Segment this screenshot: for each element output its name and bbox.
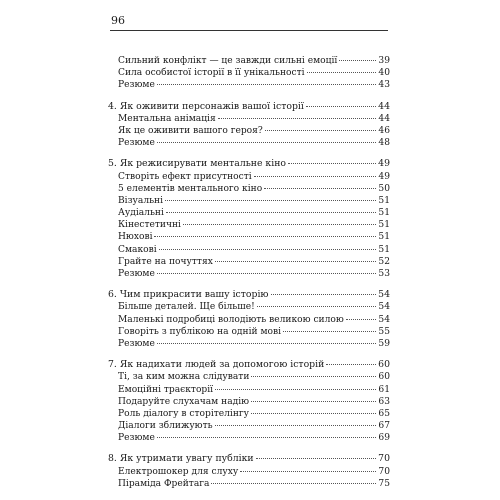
toc-entry-page: 40 xyxy=(378,68,390,79)
toc-chapter-entry[interactable] xyxy=(108,101,390,113)
dot-leader xyxy=(307,72,376,73)
toc-entry-title: Маленькі подробиці володіють великою силою xyxy=(118,314,344,325)
dot-leader xyxy=(215,425,376,426)
toc-entry-page: 48 xyxy=(378,138,390,149)
toc-sub-entry[interactable] xyxy=(108,79,390,91)
toc-entry-title: Смакові xyxy=(118,244,157,255)
dot-leader xyxy=(271,294,376,295)
dot-leader xyxy=(256,458,376,459)
toc-entry-page: 50 xyxy=(378,183,390,194)
dot-leader xyxy=(283,331,376,332)
toc-entry-title: Створіть ефект присутності xyxy=(118,171,252,182)
toc-chapter-entry[interactable] xyxy=(108,453,390,465)
toc-entry-title: Електрошокер для слуху xyxy=(118,466,239,477)
toc-entry-page: 65 xyxy=(378,408,390,419)
toc-sub-entry[interactable] xyxy=(108,171,390,183)
toc-entry-page: 53 xyxy=(378,269,390,279)
toc-entry-title: Сила особистої історії в її унікальності xyxy=(118,68,305,79)
toc-sub-entry[interactable] xyxy=(108,195,390,207)
toc-entry-title: 4. Як оживити персонажів вашої історії xyxy=(108,100,304,112)
toc-entry-title: Подаруйте слухачам надію xyxy=(118,396,250,407)
dot-leader xyxy=(251,401,376,402)
section-gap xyxy=(108,149,390,158)
toc-entry-title: Резюме xyxy=(118,269,155,279)
toc-entry-page: 54 xyxy=(378,314,390,325)
toc-sub-entry[interactable] xyxy=(108,466,390,478)
toc-sub-entry[interactable] xyxy=(108,432,390,444)
dot-leader xyxy=(339,60,376,61)
toc-entry-title: Піраміда Фрейтага xyxy=(118,478,210,489)
toc-entry-title: Діалоги зближують xyxy=(118,421,213,432)
toc-entry-title: Візуальні xyxy=(118,195,164,206)
dot-leader xyxy=(288,163,376,164)
toc-entry-title: Ті, за ким можна слідувати xyxy=(118,372,250,383)
toc-entry-page: 49 xyxy=(378,158,390,170)
toc-sub-entry[interactable] xyxy=(108,384,390,396)
toc-chapter-entry[interactable] xyxy=(108,359,390,371)
toc-entry-title: Кінестетичні xyxy=(118,220,181,231)
dot-leader xyxy=(218,118,376,119)
toc-sub-entry[interactable] xyxy=(108,408,390,420)
toc-entry-page: 43 xyxy=(378,80,390,91)
toc-entry-title: Аудіальні xyxy=(118,208,164,219)
toc-sub-entry[interactable] xyxy=(108,301,390,313)
toc-entry-page: 59 xyxy=(378,338,390,349)
toc-entry-title: Грайте на почуттях xyxy=(118,256,213,267)
toc-entry-page: 55 xyxy=(378,326,390,337)
dot-leader xyxy=(251,376,376,377)
toc-entry-page: 54 xyxy=(378,289,390,301)
dot-leader xyxy=(251,413,376,414)
toc-entry-page: 52 xyxy=(378,256,390,267)
toc-entry-title: Нюхові xyxy=(118,232,153,243)
toc-entry-title: Резюме xyxy=(118,138,155,149)
toc-entry-title: 7. Як надихати людей за допомогою історій xyxy=(108,359,325,371)
toc-entry-title: 5. Як режисирувати ментальне кіно xyxy=(108,158,287,170)
toc-entry-title: Резюме xyxy=(118,80,155,91)
toc-entry-page: 67 xyxy=(378,421,390,432)
section-gap xyxy=(108,444,390,453)
toc-entry-page: 51 xyxy=(378,244,390,255)
toc-entry-page: 51 xyxy=(378,232,390,243)
toc-sub-entry[interactable] xyxy=(108,268,390,280)
section-gap xyxy=(108,92,390,101)
toc-sub-entry[interactable] xyxy=(108,396,390,408)
dot-leader xyxy=(183,224,376,225)
toc-entry-page: 51 xyxy=(378,220,390,231)
toc-entry-page: 51 xyxy=(378,195,390,206)
dot-leader xyxy=(346,319,376,320)
dot-leader xyxy=(326,364,376,365)
toc-sub-entry[interactable] xyxy=(108,256,390,268)
dot-leader xyxy=(157,84,376,85)
dot-leader xyxy=(257,306,376,307)
toc-entry-page: 75 xyxy=(378,478,390,489)
toc-entry-title: 8. Як утримати увагу публіки xyxy=(108,453,254,465)
dot-leader xyxy=(157,273,376,274)
toc-sub-entry[interactable] xyxy=(108,219,390,231)
dot-leader xyxy=(159,249,376,250)
toc-sub-entry[interactable] xyxy=(108,371,390,383)
toc-entry-page: 70 xyxy=(378,466,390,477)
table-of-contents xyxy=(108,55,390,490)
toc-entry-title: Ментальна анімація xyxy=(118,113,216,124)
section-gap xyxy=(108,280,390,289)
dot-leader xyxy=(306,106,376,107)
toc-entry-page: 70 xyxy=(378,453,390,465)
toc-entry-page: 69 xyxy=(378,433,390,444)
toc-entry-title: Говоріть з публікою на одній мові xyxy=(118,326,282,337)
dot-leader xyxy=(157,437,376,438)
header-rule xyxy=(110,30,388,31)
toc-entry-page: 39 xyxy=(378,56,390,66)
toc-chapter-entry[interactable] xyxy=(108,158,390,170)
toc-entry-title: Резюме xyxy=(118,338,155,349)
dot-leader xyxy=(265,130,376,131)
toc-entry-title: Як це оживити вашого героя? xyxy=(118,125,263,136)
section-gap xyxy=(108,350,390,359)
toc-sub-entry[interactable] xyxy=(108,314,390,326)
toc-sub-entry[interactable] xyxy=(108,231,390,243)
toc-entry-title: Емоційні траєкторії xyxy=(118,384,214,395)
toc-sub-entry[interactable] xyxy=(108,125,390,137)
toc-sub-entry[interactable] xyxy=(108,420,390,432)
dot-leader xyxy=(264,188,376,189)
toc-sub-entry[interactable] xyxy=(108,338,390,350)
dot-leader xyxy=(254,176,376,177)
toc-entry-page: 54 xyxy=(378,302,390,313)
toc-sub-entry[interactable] xyxy=(108,55,390,67)
toc-sub-entry[interactable] xyxy=(108,326,390,338)
dot-leader xyxy=(215,261,376,262)
dot-leader xyxy=(215,389,376,390)
toc-entry-page: 60 xyxy=(378,359,390,371)
toc-entry-title: Більше деталей. Ще більше! xyxy=(118,302,255,313)
toc-entry-page: 46 xyxy=(378,125,390,136)
dot-leader xyxy=(240,471,376,472)
toc-sub-entry[interactable] xyxy=(108,244,390,256)
toc-entry-title: Резюме xyxy=(118,433,155,444)
toc-sub-entry[interactable] xyxy=(108,183,390,195)
toc-entry-page: 63 xyxy=(378,396,390,407)
toc-sub-entry[interactable] xyxy=(108,137,390,149)
dot-leader xyxy=(211,483,376,484)
toc-entry-page: 60 xyxy=(378,372,390,383)
toc-chapter-entry[interactable] xyxy=(108,289,390,301)
toc-entry-page: 44 xyxy=(378,113,390,124)
toc-entry-title: 6. Чим прикрасити вашу історію xyxy=(108,289,269,301)
toc-sub-entry[interactable] xyxy=(108,207,390,219)
toc-sub-entry[interactable] xyxy=(108,113,390,125)
toc-entry-title: Сильний конфлікт — це завжди сильні емоції xyxy=(118,56,338,66)
dot-leader xyxy=(157,142,376,143)
toc-sub-entry[interactable] xyxy=(108,67,390,79)
dot-leader xyxy=(165,200,376,201)
toc-entry-title: Роль діалогу в сторітелінгу xyxy=(118,408,250,419)
dot-leader xyxy=(154,236,376,237)
toc-entry-page: 44 xyxy=(378,100,390,112)
dot-leader xyxy=(166,212,376,213)
page-number: 96 xyxy=(111,14,125,27)
toc-entry-page: 51 xyxy=(378,208,390,219)
dot-leader xyxy=(157,343,376,344)
toc-sub-entry[interactable] xyxy=(108,478,390,490)
toc-entry-page: 49 xyxy=(378,171,390,182)
toc-entry-page: 61 xyxy=(378,384,390,395)
toc-entry-title: 5 елементів ментального кіно xyxy=(118,183,263,194)
